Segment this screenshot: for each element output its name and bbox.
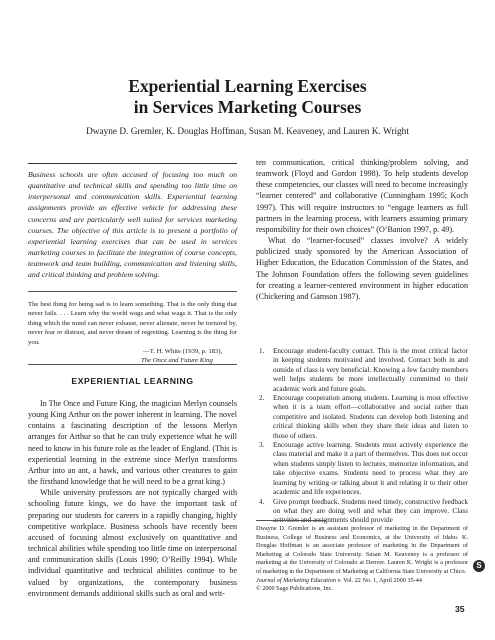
list-number: 4. (259, 497, 265, 506)
body-paragraph: ten communication, critical thinking/problem solving, and teamwork (Floyd and Gordon 1998). To help students develop these competencies, our classes will need to become increasingly “learner centered” and collaborative (Cunningham 1995; Koch 1997). This will require instructors to “engage learners as full partners in the learning process, with learners assuming primary responsibility for their own choices” (O’Banion 1997, p. 49). (256, 158, 468, 234)
epigraph-source: The Once and Future King (141, 357, 213, 365)
abstract-top-rule (28, 163, 237, 164)
footnote (256, 525, 468, 594)
author-list: Dwayne D. Gremler, K. Douglas Hoffman, Susan M. Keaveney, and Lauren K. Wright (86, 127, 409, 137)
list-text: Encourage student-faculty contact. This is the most critical factor in keeping students motivated and involved. Contact both in and outside of class is very beneficial. Knowing a few faculty members well helps students be more intellectually committed to their academic work and future goals. (273, 347, 468, 393)
body-paragraph: What do “learner-focused” classes involve? A widely publicized study sponsored by the American Association of Higher Education, the Education Commission of the States, and The Johnson Foundation offers the following seven guidelines for creating a learner-centered environment in higher education (Chickering and Gamson 1987). (256, 236, 468, 301)
body-paragraph: In The Once and Future King, the magician Merlyn counsels young King Arthur on the power inherent in learning. The novel contains a fascinating description of the lessons Merlyn arranges for Arthur so that he can truly experience what he will need to know in his future role as the leader of England. (This is experiential learning in the extreme since Merlyn transforms Arthur into an ant, a hawk, and various other creatures to gain the firsthand knowledge that he will need to be a great king.) (28, 399, 237, 487)
list-item (256, 498, 468, 526)
list-text: Encourage cooperation among students. Learning is most effective when it is a team effort—collaborative and social rather than competitive and isolated. Students can develop both listening and critical thinking skills when they share their ideas and listen to those of others. (273, 394, 468, 440)
list-item (256, 347, 468, 394)
epigraph-attribution: —T. H. White (1939, p. 183), (143, 348, 223, 356)
list-item (256, 441, 468, 497)
footnote-rule (256, 520, 326, 521)
right-body (256, 157, 468, 302)
guidelines-list (256, 347, 468, 526)
list-text: Encourage active learning. Students must actively experience the class material and make it a part of themselves. This does not occur when students simply listen to lectures, memorize information, and take objective exams. Students need to process what they are learning by writing or talking about it and relating it to their other academic and life experiences. (273, 441, 468, 497)
list-number: 3. (259, 441, 265, 450)
section-heading: EXPERIENTIAL LEARNING (71, 376, 194, 386)
left-body (28, 398, 237, 599)
title-line-1: Experiential Learning Exercises (128, 76, 367, 96)
abstract-text: Business schools are often accused of focusing too much on quantitative and technical skills and spending too little time on interpersonal and communication skills. Experiential learning assignments provide an effective vehicle for addressing these concerns and are particularly well suited for services marketing courses. The objective of this article is to present a portfolio of experiential learning exercises that can be used in services marketing courses to facilitate the integration of course concepts, teamwork and team building, communication and listening skills, and critical thinking and problem solving. (28, 170, 237, 280)
list-text: Give prompt feedback. Students need timely, constructive feedback on what they are doing well and what they can improve. Class activities and assignments should provide (273, 497, 468, 525)
list-number: 1. (259, 347, 265, 355)
body-paragraph: While university professors are not typically charged with schooling future kings, we do have the important task of preparing our students for careers in a rapidly changing, highly competitive workplace. Business schools have recently been accused of focusing almost exclusively on quantitative and technical abilities while spending too little time on interpersonal and communication skills (Louis 1990; O’Reilly 1994). While individual quantitative and technical abilities continue to be valued by organizations, the contemporary business environment demands additional skills such as oral and writ- (28, 488, 237, 598)
page-number: 35 (455, 604, 465, 614)
journal-name: Journal of Marketing Education (256, 576, 336, 584)
author-bios: Dwayne D. Gremler is an assistant professor of marketing in the Department of Business, College of Business and Economics, at the University of Idaho. K. Douglas Hoffman is an associate professor of marketing in the Department of Marketing at Colorado State University. Susan M. Keaveney is a professor of marketing at the University of Colorado at Denver. Lauren K. Wright is a professor of marketing in the Department of Marketing at California State University at Chico. (256, 525, 468, 575)
list-item (256, 394, 468, 441)
journal-volume: v. Vol. 22 No. 1, April 2000 35-44 (337, 576, 422, 584)
publisher-logo-icon: S (473, 560, 485, 572)
title-line-2: in Services Marketing Courses (133, 96, 362, 117)
epigraph-bottom-rule (28, 364, 237, 365)
epigraph (28, 300, 237, 366)
epigraph-text: The best thing for being sad is to learn something. That is the only thing that never fails. . . . Learn why the world wags and what wags it. That is the only thing which the mind can never exhaust, never alienate, never be tortured by, never fear or distrust, and never dream of regretting. Learning is the thing for you. (28, 301, 237, 346)
abstract-bottom-rule (28, 291, 237, 292)
list-number: 2. (259, 394, 265, 403)
abstract-block (28, 169, 237, 281)
article-title (0, 76, 495, 117)
copyright: © 2000 Sage Publications, Inc. (256, 585, 333, 593)
